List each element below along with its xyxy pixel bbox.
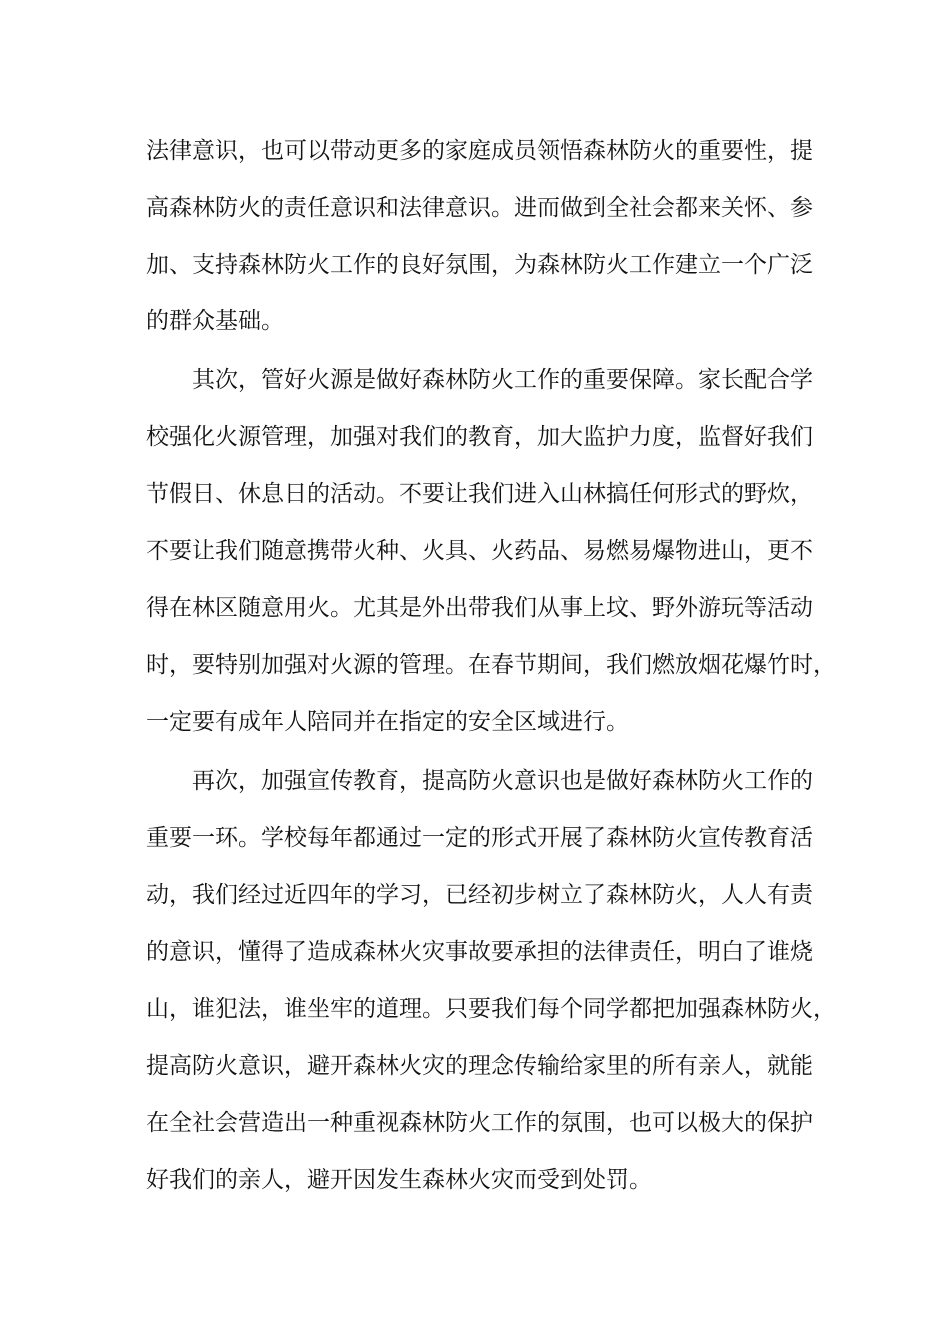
text-line: 不要让我们随意携带火种、火具、火药品、易燃易爆物进山，更不 [146, 538, 813, 564]
text-line: 好我们的亲人，避开因发生森林火灾而受到处罚。 [146, 1167, 652, 1193]
text-line: 提高防火意识，避开森林火灾的理念传输给家里的所有亲人，就能 [146, 1053, 813, 1079]
text-line: 校强化火源管理，加强对我们的教育，加大监护力度，监督好我们 [146, 424, 813, 450]
text-line: 一定要有成年人陪同并在指定的安全区域进行。 [146, 709, 629, 735]
text-line: 山，谁犯法，谁坐牢的道理。只要我们每个同学都把加强森林防火， [146, 996, 836, 1022]
text-line: 法律意识，也可以带动更多的家庭成员领悟森林防火的重要性，提 [146, 138, 813, 164]
text-line: 动，我们经过近四年的学习，已经初步树立了森林防火，人人有责 [146, 882, 813, 908]
text-line: 时，要特别加强对火源的管理。在春节期间，我们燃放烟花爆竹时， [146, 652, 836, 678]
text-line: 得在林区随意用火。尤其是外出带我们从事上坟、野外游玩等活动 [146, 595, 813, 621]
text-line: 在全社会营造出一种重视森林防火工作的氛围，也可以极大的保护 [146, 1110, 813, 1136]
text-line: 节假日、休息日的活动。不要让我们进入山林搞任何形式的野炊， [146, 481, 813, 507]
text-line: 加、支持森林防火工作的良好氛围，为森林防火工作建立一个广泛 [146, 252, 813, 278]
text-line: 高森林防火的责任意识和法律意识。进而做到全社会都来关怀、参 [146, 195, 813, 221]
text-line: 的意识，懂得了造成森林火灾事故要承担的法律责任，明白了谁烧 [146, 939, 813, 965]
text-line: 重要一环。学校每年都通过一定的形式开展了森林防火宣传教育活 [146, 825, 813, 851]
paragraph-first-line: 其次，管好火源是做好森林防火工作的重要保障。家长配合学 [192, 367, 813, 393]
text-line: 的群众基础。 [146, 308, 284, 334]
paragraph-first-line: 再次，加强宣传教育，提高防火意识也是做好森林防火工作的 [192, 768, 813, 794]
